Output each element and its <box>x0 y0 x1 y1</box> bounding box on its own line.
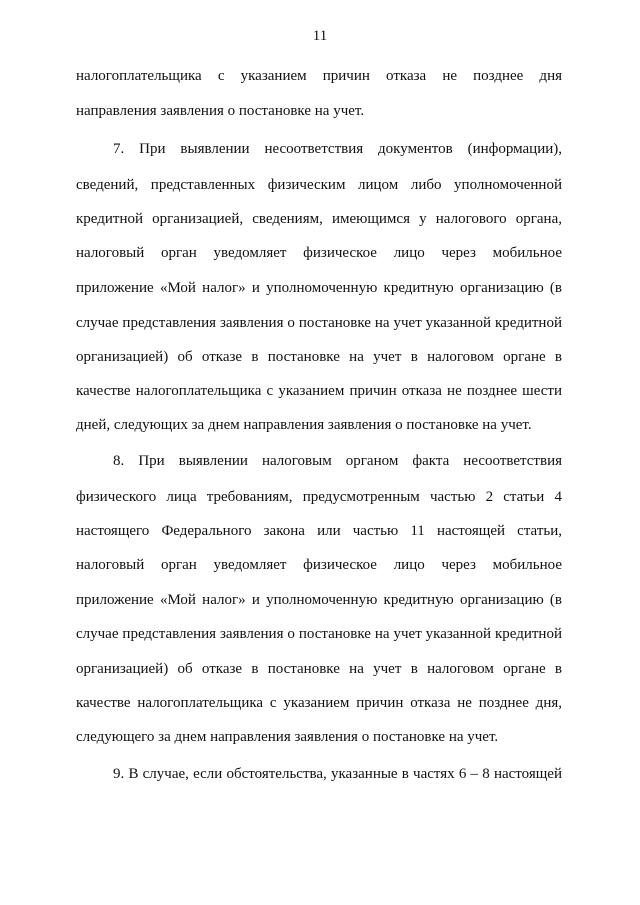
text-line: кредитной организацией, сведениям, имеющимся у налогового органа, <box>76 211 562 227</box>
text-line: налогоплательщика с указанием причин отказа не позднее дня <box>76 68 562 84</box>
text-line: приложение «Мой налог» и уполномоченную кредитную организацию (в <box>76 280 562 296</box>
paragraph-7-start: 7. При выявлении несоответствия документов (информации), <box>113 141 562 157</box>
text-line: организацией) об отказе в постановке на учет в налоговом органе в <box>76 349 562 365</box>
text-line: следующего за днем направления заявления о постановке на учет. <box>76 729 499 745</box>
text-line: дней, следующих за днем направления заявления о постановке на учет. <box>76 417 532 433</box>
text-line: случае представления заявления о постановке на учет указанной кредитной <box>76 626 562 642</box>
text-line: качестве налогоплательщика с указанием причин отказа не позднее дня, <box>76 695 562 711</box>
page-number: 11 <box>312 28 328 44</box>
text-line: организацией) об отказе в постановке на учет в налоговом органе в <box>76 661 562 677</box>
text-line: налоговый орган уведомляет физическое лицо через мобильное <box>76 557 562 573</box>
text-line: настоящего Федерального закона или частью 11 настоящей статьи, <box>76 523 562 539</box>
text-line: направления заявления о постановке на учет. <box>76 103 365 119</box>
text-line: физического лица требованиям, предусмотренным частью 2 статьи 4 <box>76 489 562 505</box>
text-line: налоговый орган уведомляет физическое лицо через мобильное <box>76 245 562 261</box>
paragraph-9-start: 9. В случае, если обстоятельства, указанные в частях 6 – 8 настоящей <box>113 766 562 782</box>
text-line: сведений, представленных физическим лицом либо уполномоченной <box>76 177 562 193</box>
text-line: случае представления заявления о постановке на учет указанной кредитной <box>76 315 562 331</box>
text-line: приложение «Мой налог» и уполномоченную кредитную организацию (в <box>76 592 562 608</box>
text-line: качестве налогоплательщика с указанием причин отказа не позднее шести <box>76 383 562 399</box>
paragraph-8-start: 8. При выявлении налоговым органом факта несоответствия <box>113 453 562 469</box>
